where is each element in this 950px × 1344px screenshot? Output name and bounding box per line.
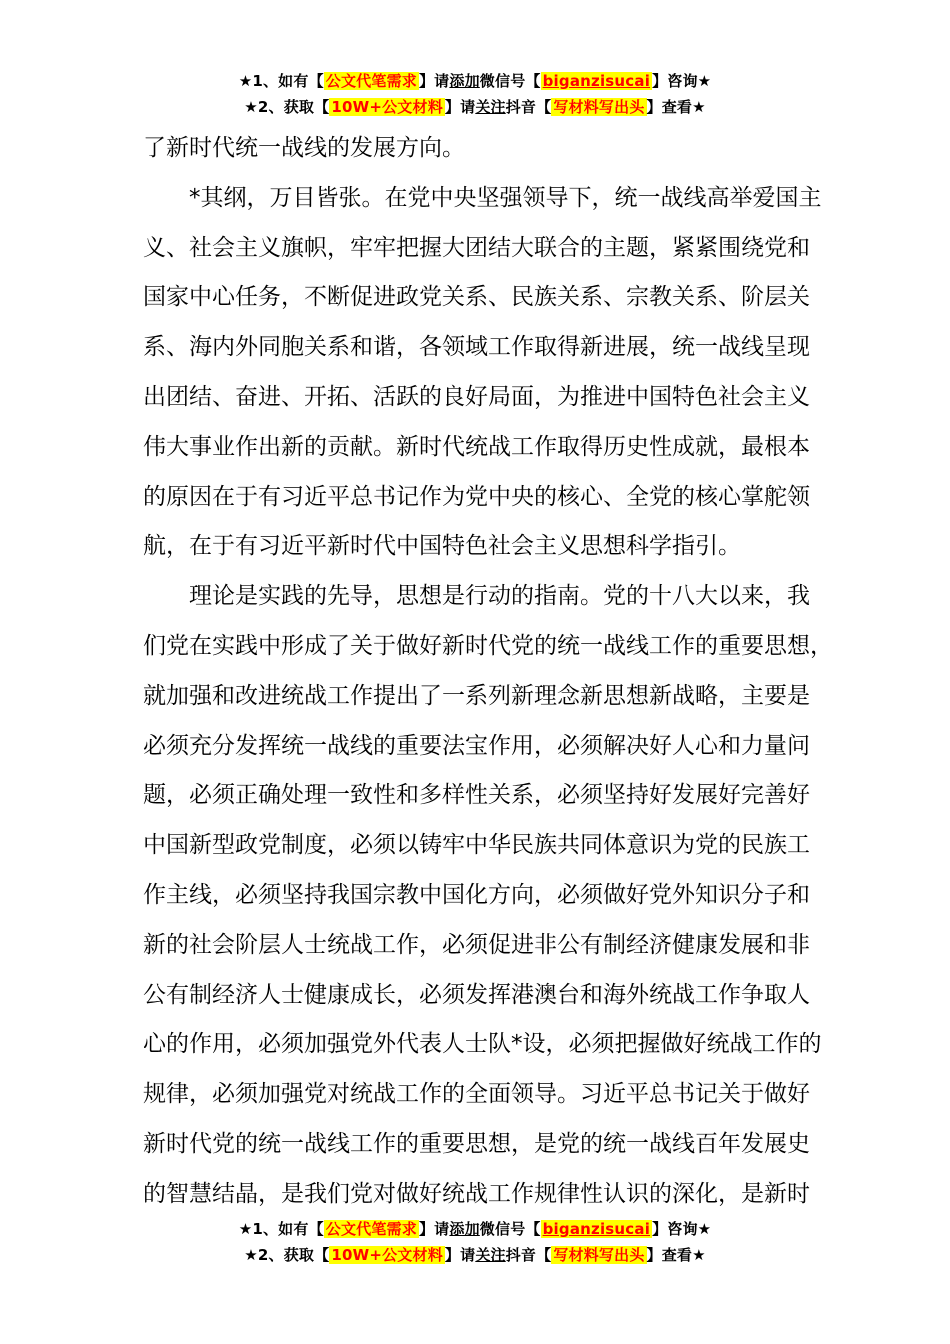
banner-wechat-id: biganzisucai (542, 72, 651, 90)
text-line: 必须充分发挥统一战线的重要法宝作用，必须解决好人心和力量问 (143, 732, 810, 759)
banner-underline: 关注 (475, 1246, 506, 1264)
text-line: 中国新型政党制度，必须以铸牢中华民族共同体意识为党的民族工 (143, 832, 810, 859)
banner-douyin-id: 写材料写出头 (553, 1246, 645, 1264)
text-line: *其纲，万目皆张。在党中央坚强领导下，统一战线高举爱国主 (189, 184, 822, 211)
banner-text: 】请 (444, 1246, 476, 1264)
banner-text: 】请 (418, 72, 450, 90)
text-line: 作主线，必须坚持我国宗教中国化方向，必须做好党外知识分子和 (143, 881, 810, 908)
text-line: 出团结、奋进、开拓、活跃的良好局面，为推进中国特色社会主义 (143, 383, 810, 410)
banner-douyin-id: 写材料写出头 (553, 98, 645, 116)
banner-text: ★2、获取【 (244, 98, 330, 116)
banner-highlight: 公文代笔需求 (325, 72, 417, 90)
text-line: 国家中心任务，不断促进政党关系、民族关系、宗教关系、阶层关 (143, 284, 810, 311)
header-banner (0, 68, 950, 120)
banner-line-2 (0, 1242, 950, 1268)
banner-line-1 (0, 1216, 950, 1242)
banner-underline: 添加 (449, 72, 480, 90)
text-line: 义、社会主义旗帜，牢牢把握大团结大联合的主题，紧紧围绕党和 (143, 234, 810, 261)
text-line: 公有制经济人士健康成长，必须发挥港澳台和海外统战工作争取人 (143, 981, 810, 1008)
banner-text: 】请 (418, 1220, 450, 1238)
text-line: 了新时代统一战线的发展方向。 (143, 135, 465, 161)
text-line: 理论是实践的先导，思想是行动的指南。党的十八大以来，我 (189, 583, 810, 610)
text-line: 们党在实践中形成了关于做好新时代党的统一战线工作的重要思想， (143, 632, 833, 659)
banner-text: ★1、如有【 (238, 72, 324, 90)
banner-wechat-id: biganzisucai (542, 1220, 651, 1238)
footer-banner (0, 1216, 950, 1268)
banner-text: 】查看★ (646, 1246, 706, 1264)
banner-text: 】咨询★ (652, 1220, 712, 1238)
text-line: 伟大事业作出新的贡献。新时代统战工作取得历史性成就，最根本 (143, 433, 810, 460)
banner-text: ★2、获取【 (244, 1246, 330, 1264)
text-line: 的智慧结晶，是我们党对做好统战工作规律性认识的深化，是新时 (143, 1180, 810, 1207)
banner-highlight: 10W+公文材料 (331, 98, 443, 116)
banner-text: 抖音【 (505, 98, 552, 116)
text-line: 的原因在于有习近平总书记作为党中央的核心、全党的核心掌舵领 (143, 483, 810, 510)
text-line: 新时代党的统一战线工作的重要思想，是党的统一战线百年发展史 (143, 1130, 810, 1157)
banner-text: 】咨询★ (652, 72, 712, 90)
banner-line-1 (0, 68, 950, 94)
banner-text: 】查看★ (646, 98, 706, 116)
banner-highlight: 10W+公文材料 (331, 1246, 443, 1264)
banner-underline: 关注 (475, 98, 506, 116)
text-line: 新的社会阶层人士统战工作，必须促进非公有制经济健康发展和非 (143, 931, 810, 958)
banner-text: 】请 (444, 98, 476, 116)
text-line: 题，必须正确处理一致性和多样性关系，必须坚持好发展好完善好 (143, 782, 810, 809)
banner-text: 微信号【 (479, 72, 541, 90)
text-line: 系、海内外同胞关系和谐，各领域工作取得新进展，统一战线呈现 (143, 334, 810, 361)
text-line: 就加强和改进统战工作提出了一系列新理念新思想新战略，主要是 (143, 682, 810, 709)
banner-text: ★1、如有【 (238, 1220, 324, 1238)
banner-text: 微信号【 (479, 1220, 541, 1238)
text-line: 航，在于有习近平新时代中国特色社会主义思想科学指引。 (143, 533, 741, 560)
banner-line-2 (0, 94, 950, 120)
text-line: 规律，必须加强党对统战工作的全面领导。习近平总书记关于做好 (143, 1081, 810, 1108)
banner-underline: 添加 (449, 1220, 480, 1238)
text-line: 心的作用，必须加强党外代表人士队*设，必须把握做好统战工作的 (143, 1031, 822, 1058)
banner-highlight: 公文代笔需求 (325, 1220, 417, 1238)
banner-text: 抖音【 (505, 1246, 552, 1264)
document-body (143, 124, 833, 1220)
